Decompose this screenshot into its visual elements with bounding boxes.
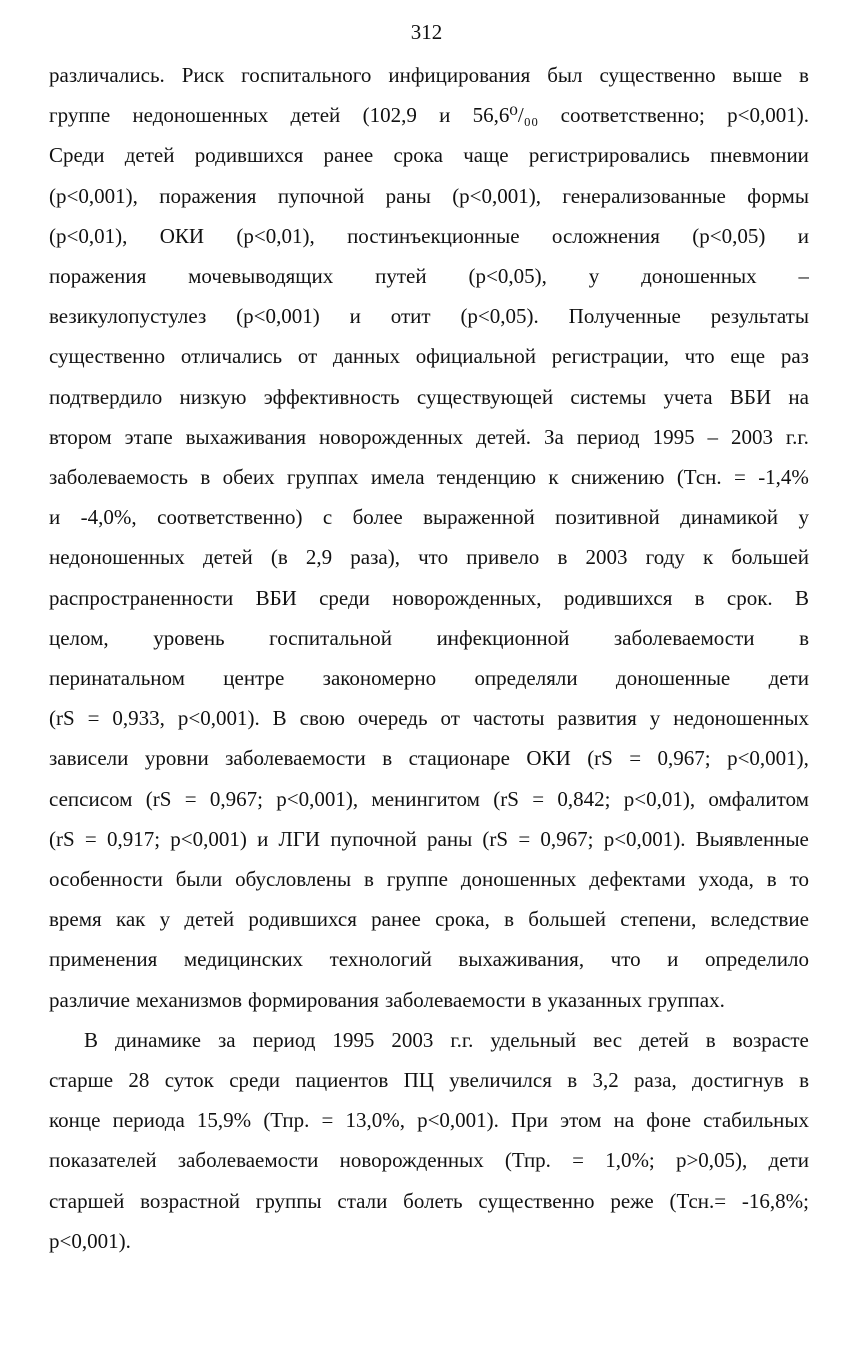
text-line: целом, уровень госпитальной инфекционной заболеваемости в — [49, 625, 809, 650]
text-line: втором этапе выхаживания новорожденных детей. За период 1995 – 2003 г.г. — [49, 424, 809, 449]
text-line: распространенности ВБИ среди новорожденных, родившихся в срок. В — [49, 585, 809, 610]
text-line: недоношенных детей (в 2,9 раза), что привело в 2003 году к большей — [49, 545, 809, 570]
page-number: 312 — [410, 20, 443, 44]
text-line: (rS = 0,917; p<0,001) и ЛГИ пупочной раны (rS = 0,967; p<0,001). Выявленные — [49, 826, 809, 851]
text-line: поражения мочевыводящих путей (p<0,05), у доношенных – — [49, 264, 809, 288]
text-line: различались. Риск госпитального инфицирования был существенно выше в — [49, 63, 809, 87]
text-line: показателей заболеваемости новорожденных (Тпр. = 1,0%; p>0,05), дети — [49, 1148, 809, 1173]
text-line: В динамике за период 1995 2003 г.г. удельный вес детей в возрасте — [84, 1027, 809, 1052]
text-line: и -4,0%, соответственно) с более выраженной позитивной динамикой у — [49, 505, 809, 530]
text-line: группе недоношенных детей (102,9 и 56,6⁰/₀₀ соответственно; p<0,001). — [49, 103, 809, 128]
text-line: старше 28 суток среди пациентов ПЦ увеличился в 3,2 раза, достигнув в — [49, 1068, 809, 1092]
text-line: перинатальном центре закономерно определяли доношенные дети — [49, 666, 809, 690]
text-line: (p<0,001), поражения пупочной раны (p<0,001), генерализованные формы — [49, 183, 809, 208]
text-line: старшей возрастной группы стали болеть существенно реже (Тсн.= -16,8%; — [49, 1188, 809, 1213]
text-line: время как у детей родившихся ранее срока, в большей степени, вследствие — [49, 907, 809, 932]
text-line: особенности были обусловлены в группе доношенных дефектами ухода, в то — [49, 867, 809, 891]
text-line: (rS = 0,933, p<0,001). В свою очередь от частоты развития у недоношенных — [49, 706, 809, 731]
text-line: Среди детей родившихся ранее срока чаще регистрировались пневмонии — [49, 143, 809, 168]
text-line: (p<0,01), ОКИ (p<0,01), постинъекционные осложнения (p<0,05) и — [49, 223, 809, 248]
text-line: подтвердило низкую эффективность существующей системы учета ВБИ на — [49, 384, 809, 409]
text-line: существенно отличались от данных официальной регистрации, что еще раз — [49, 344, 809, 369]
text-line: сепсисом (rS = 0,967; p<0,001), менингитом (rS = 0,842; p<0,01), омфалитом — [49, 786, 809, 811]
text-line: применения медицинских технологий выхаживания, что и определило — [49, 947, 809, 972]
text-line: заболеваемость в обеих группах имела тенденцию к снижению (Тсн. = -1,4% — [49, 465, 809, 489]
text-line: различие механизмов формирования заболеваемости в указанных группах. — [49, 987, 725, 1012]
text-line: p<0,001). — [49, 1228, 131, 1253]
text-line: зависели уровни заболеваемости в стационаре ОКИ (rS = 0,967; p<0,001), — [49, 746, 809, 771]
text-line: везикулопустулез (p<0,001) и отит (p<0,05). Полученные результаты — [49, 304, 809, 329]
text-line: конце периода 15,9% (Тпр. = 13,0%, p<0,001). При этом на фоне стабильных — [49, 1108, 809, 1133]
